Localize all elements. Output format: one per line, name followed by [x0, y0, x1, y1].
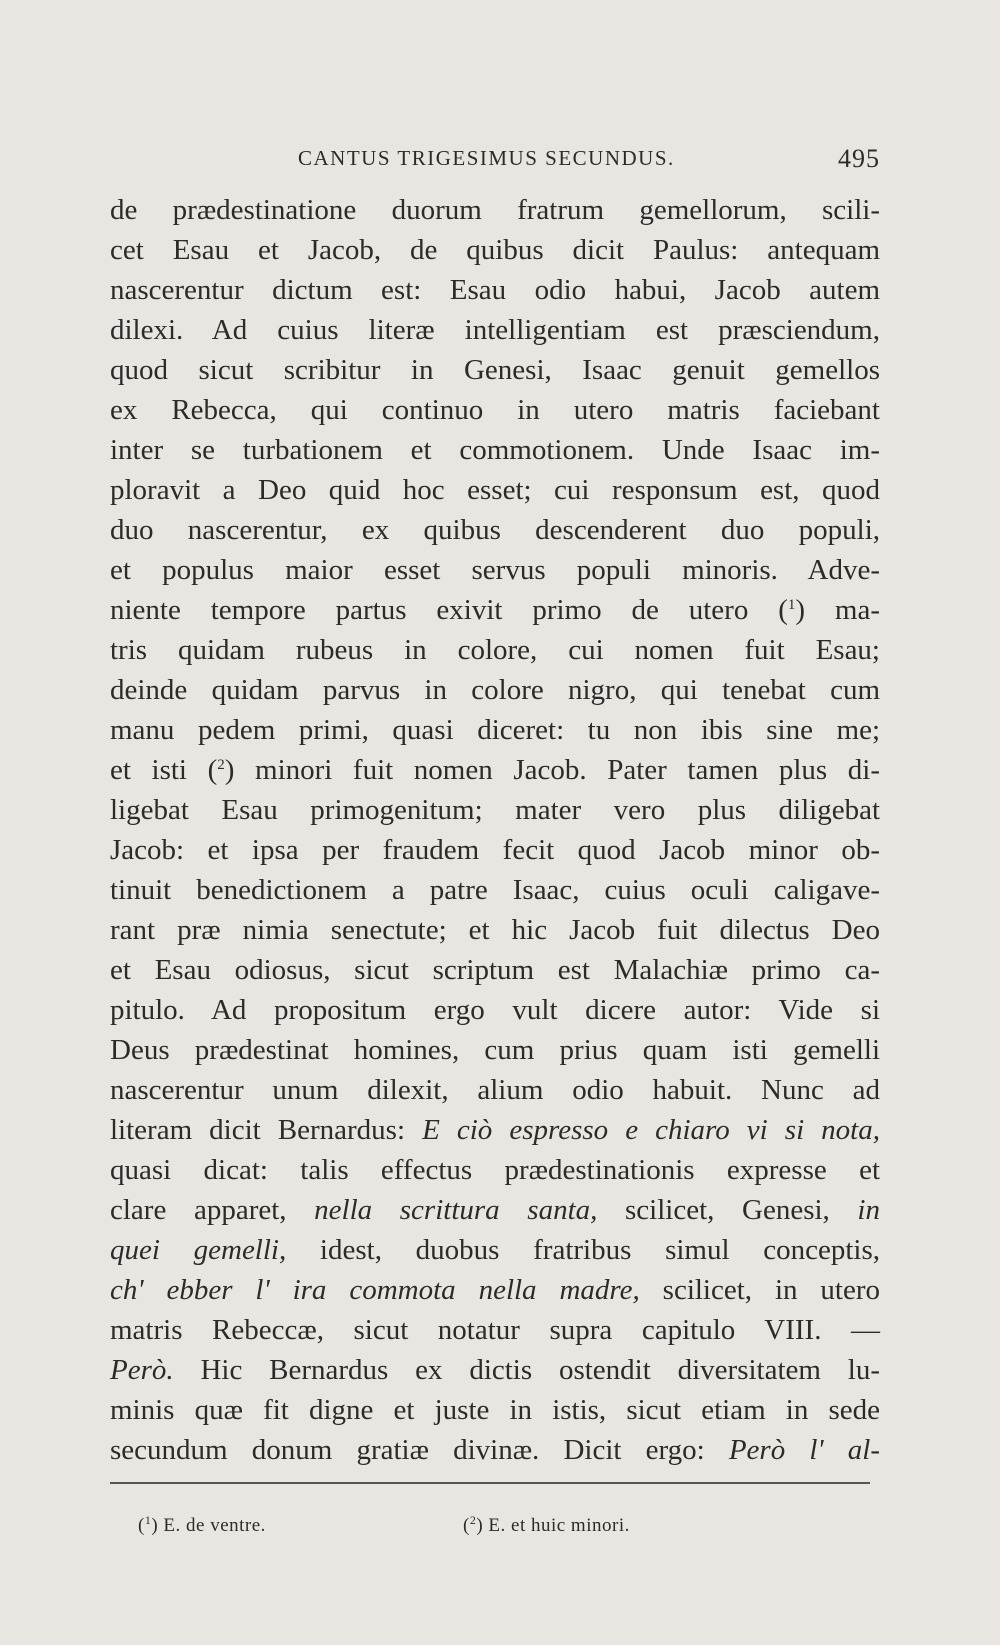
- text-line: inter se turbationem et commotionem. Unde Isaac im-: [110, 434, 880, 466]
- footnote-mark: 2: [469, 1513, 477, 1527]
- text-line: [110, 750, 880, 790]
- italic-text: in: [857, 1194, 880, 1226]
- footnote-text: E. et huic minori.: [488, 1515, 630, 1536]
- italic-text: Però l' al-: [728, 1434, 880, 1466]
- text-line: [110, 1350, 880, 1390]
- text-line: pitulo. Ad propositum ergo vult dicere autor: Vide si: [110, 994, 880, 1026]
- text-line: minis quæ fit digne et juste in istis, sicut etiam in sede: [110, 1394, 880, 1426]
- text-line: [110, 1110, 880, 1150]
- text-segment: ) ma-: [795, 594, 880, 626]
- text-segment: niente tempore partus exivit primo de utero (: [110, 594, 788, 626]
- italic-text: Però.: [110, 1354, 174, 1386]
- text-line: [110, 1190, 880, 1230]
- page-header: [110, 146, 880, 176]
- text-line: rant præ nimia senectute; et hic Jacob fuit dilectus Deo: [110, 914, 880, 946]
- text-segment: ) minori fuit nomen Jacob. Pater tamen plus di-: [224, 754, 881, 786]
- italic-text: nella scrittura santa,: [314, 1194, 598, 1226]
- text-segment: secundum donum gratiæ divinæ. Dicit ergo:: [110, 1434, 729, 1466]
- footnote-text: E. de ventre.: [163, 1515, 266, 1536]
- text-line: duo nascerentur, ex quibus descenderent duo populi,: [110, 514, 880, 546]
- text-line: cet Esau et Jacob, de quibus dicit Paulus: antequam: [110, 234, 880, 266]
- text-line: deinde quidam parvus in colore nigro, qui tenebat cum: [110, 674, 880, 706]
- text-line: quod sicut scribitur in Genesi, Isaac genuit gemellos: [110, 354, 880, 386]
- text-segment: Hic Bernardus ex dictis ostendit diversitatem lu-: [173, 1354, 880, 1386]
- running-title: CANTUS TRIGESIMUS SECUNDUS.: [298, 146, 675, 170]
- italic-text: E ciò espresso e chiaro vi si nota,: [422, 1114, 880, 1146]
- footnote-rule: [110, 1482, 870, 1484]
- footnote-mark: 1: [144, 1513, 152, 1527]
- text-line: Deus prædestinat homines, cum prius quam isti gemelli: [110, 1034, 880, 1066]
- text-line: [110, 1430, 880, 1470]
- text-line: et populus maior esset servus populi minoris. Adve-: [110, 554, 880, 586]
- text-line: tinuit benedictionem a patre Isaac, cuius oculi caligave-: [110, 874, 880, 906]
- text-segment: scilicet, Genesi,: [597, 1194, 858, 1226]
- text-line: nascerentur unum dilexit, alium odio habuit. Nunc ad: [110, 1074, 880, 1106]
- text-line: dilexi. Ad cuius literæ intelligentiam est præsciendum,: [110, 314, 880, 346]
- footnotes: [138, 1515, 838, 1545]
- text-line: manu pedem primi, quasi diceret: tu non ibis sine me;: [110, 714, 880, 746]
- text-segment: et isti (: [110, 754, 218, 786]
- footnote-reference: 2: [217, 757, 225, 773]
- text-line: [110, 590, 880, 630]
- text-line: ex Rebecca, qui continuo in utero matris faciebant: [110, 394, 880, 426]
- text-line: quasi dicat: talis effectus prædestinationis expresse et: [110, 1154, 880, 1186]
- footnote-reference: 1: [787, 597, 796, 613]
- text-line: nascerentur dictum est: Esau odio habui, Jacob autem: [110, 274, 880, 306]
- text-line: [110, 1230, 880, 1270]
- footnote-2: ($^2$) E. et huic minori.: [463, 1513, 630, 1536]
- text-line: Jacob: et ipsa per fraudem fecit quod Jacob minor ob-: [110, 834, 880, 866]
- text-segment: idest, duobus fratribus simul conceptis,: [286, 1234, 880, 1266]
- text-line: et Esau odiosus, sicut scriptum est Malachiæ primo ca-: [110, 954, 880, 986]
- footnote-1: ($^1$) E. de ventre.: [138, 1513, 266, 1536]
- page-number: 495: [838, 144, 880, 173]
- text-line: ploravit a Deo quid hoc esset; cui responsum est, quod: [110, 474, 880, 506]
- text-segment: scilicet, in utero: [639, 1274, 881, 1306]
- text-line: [110, 1270, 880, 1310]
- text-line: matris Rebeccæ, sicut notatur supra capitulo VIII. —: [110, 1314, 880, 1346]
- body-text: [110, 190, 880, 1470]
- text-segment: clare apparet,: [110, 1194, 315, 1226]
- italic-text: ch' ebber l' ira commota nella madre,: [110, 1274, 640, 1306]
- text-line: ligebat Esau primogenitum; mater vero plus diligebat: [110, 794, 880, 826]
- text-line: de prædestinatione duorum fratrum gemellorum, scili-: [110, 194, 880, 226]
- italic-text: quei gemelli,: [110, 1234, 287, 1266]
- text-segment: literam dicit Bernardus:: [110, 1114, 423, 1146]
- text-line: tris quidam rubeus in colore, cui nomen fuit Esau;: [110, 634, 880, 666]
